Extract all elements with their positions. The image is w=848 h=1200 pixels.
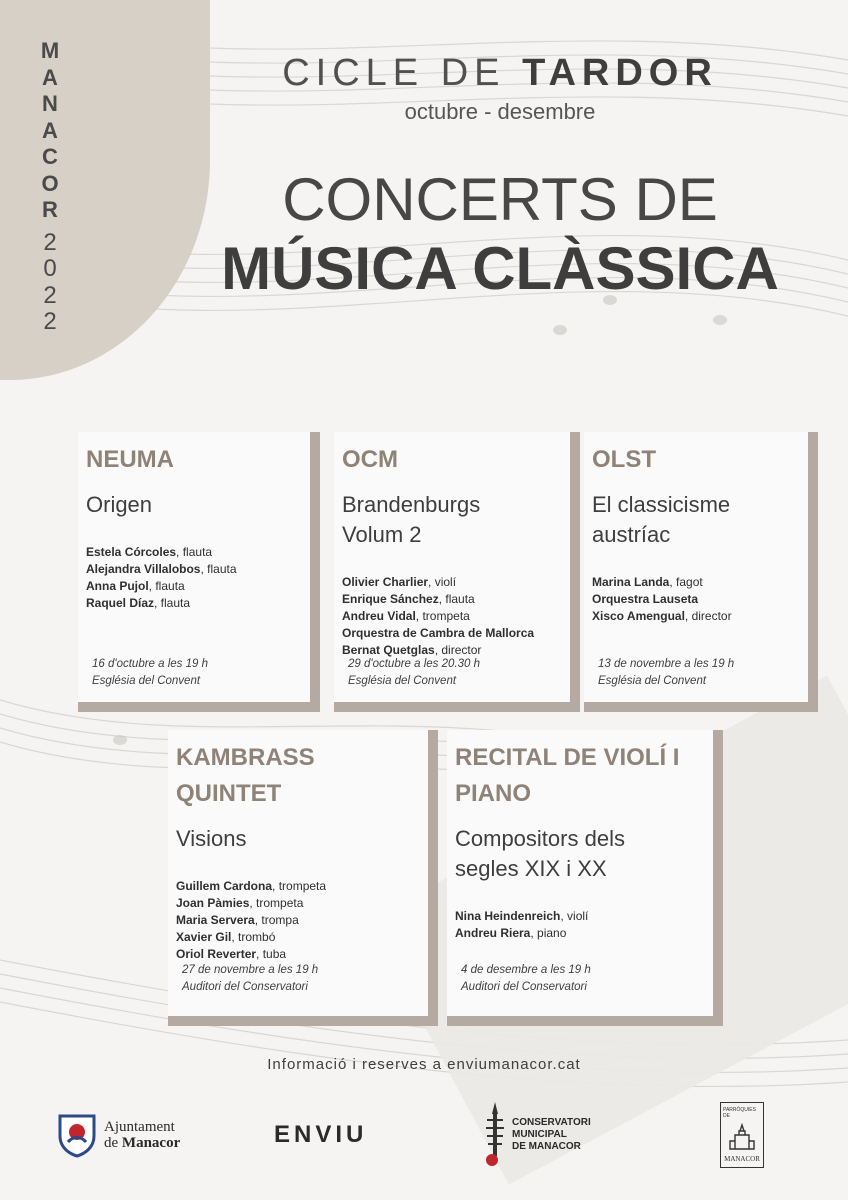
concert-card [447, 730, 723, 1026]
performer-name: Xisco Amengual [592, 609, 685, 623]
performer-role: , violí [428, 575, 457, 589]
performer [86, 578, 304, 595]
ajuntament-logo [56, 1095, 180, 1175]
performer [342, 625, 564, 642]
vertical-city-letter: N [42, 91, 58, 116]
concert-when [92, 656, 208, 690]
concert-venue: Església del Convent [348, 675, 457, 687]
vertical-city-letter: M [40, 38, 60, 63]
concert-when [598, 656, 734, 690]
logos-row [0, 1095, 848, 1185]
ajuntament-de: de [104, 1135, 119, 1151]
performer-name: Anna Pujol [86, 579, 149, 593]
vertical-year [30, 230, 70, 336]
concert-venue: Església del Convent [92, 675, 201, 687]
performer-name: Marina Landa [592, 575, 670, 589]
concert-card [334, 432, 580, 712]
performer-role: , fagot [669, 575, 703, 589]
concert-when [348, 656, 480, 690]
vertical-city-letter: O [41, 170, 59, 196]
concert-ensemble: OLST [592, 446, 656, 473]
performer-role: , trompeta [415, 609, 470, 623]
concert-venue: Auditori del Conservatori [182, 981, 308, 993]
vertical-city-year [30, 38, 70, 336]
vertical-city [30, 38, 70, 224]
header [150, 52, 848, 303]
performer-role: , director [434, 643, 482, 657]
performer-name: Orquestra de Cambra de Mallorca [342, 626, 535, 640]
concert-program: Visions [176, 826, 247, 851]
concert-program: Compositors dels segles XIX i XX [455, 826, 625, 881]
performer-name: Alejandra Villalobos [86, 562, 201, 576]
vertical-year-digit: 2 [43, 308, 57, 335]
main-title-line2: MÚSICA CLÀSSICA [221, 235, 779, 302]
concert-program: Brandenburgs Volum 2 [342, 492, 481, 547]
main-title-line1: CONCERTS DE [282, 166, 718, 233]
performer [176, 878, 422, 895]
concert-when [461, 962, 591, 996]
vertical-year-digit: 0 [43, 255, 57, 282]
performer [86, 544, 304, 561]
concert-performers [455, 908, 707, 942]
vertical-city-letter: A [42, 117, 58, 143]
performer-role: , trompa [254, 913, 299, 927]
cycle-title [150, 52, 848, 95]
performer-name: Estela Córcoles [86, 545, 177, 559]
concert-performers [592, 574, 802, 625]
performer-name: Andreu Riera [455, 926, 531, 940]
performer [592, 591, 802, 608]
concert-date: 13 de novembre a les 19 h [598, 658, 735, 670]
concert-program: El classicisme austríac [592, 492, 731, 547]
performer-name: Xavier Gil [176, 930, 232, 944]
vertical-city-letter: R [42, 197, 58, 222]
info-text: Informació i reserves a enviumanacor.cat [267, 1056, 581, 1073]
concert-performers [86, 544, 304, 612]
concert-card [168, 730, 438, 1026]
church-icon [727, 1123, 757, 1151]
performer-role: , trompeta [249, 896, 304, 910]
performer-name: Bernat Quetglas [342, 643, 435, 657]
performer-name: Orquestra Lauseta [592, 592, 699, 606]
concert-program: Origen [86, 492, 153, 517]
performer [455, 925, 707, 942]
performer-role: , violí [560, 909, 589, 923]
performer-role: , trompeta [272, 879, 327, 893]
performer-name: Enrique Sánchez [342, 592, 439, 606]
parroquies-logo [720, 1095, 764, 1175]
performer [455, 908, 707, 925]
performer [86, 595, 304, 612]
enviu-logo: ENVIU [274, 1121, 368, 1148]
concert-ensemble: KAMBRASS QUINTET [176, 744, 315, 807]
concert-date: 16 d'octubre a les 19 h [92, 658, 208, 670]
conservatori-emblem-icon [482, 1100, 508, 1170]
performer-name: Guillem Cardona [176, 879, 273, 893]
performer-role: , trombó [231, 930, 276, 944]
performer-name: Olivier Charlier [342, 575, 429, 589]
performer [342, 574, 564, 591]
performer [86, 561, 304, 578]
concert-when [182, 962, 318, 996]
performer-name: Raquel Díaz [86, 596, 155, 610]
performer-role: , flauta [148, 579, 185, 593]
concert-performers [176, 878, 422, 963]
vertical-city-letter: C [42, 144, 58, 169]
performer [342, 608, 564, 625]
performer [176, 929, 422, 946]
ajuntament-line2: Manacor [121, 1135, 181, 1151]
conservatori-line1: CONSERVATORI [512, 1117, 591, 1128]
performer [592, 608, 802, 625]
concert-card [78, 432, 320, 712]
vertical-year-digit: 2 [43, 281, 57, 309]
performer [176, 946, 422, 963]
conservatori-line3: DE MANACOR [512, 1141, 581, 1152]
performer-role: , director [684, 609, 732, 623]
parroquies-line1: PARRÒQUIES DE [723, 1107, 756, 1119]
performer [342, 591, 564, 608]
concert-date: 29 d'octubre a les 20.30 h [348, 658, 480, 670]
performer [176, 912, 422, 929]
concert-venue: Església del Convent [598, 675, 707, 687]
concert-date: 27 de novembre a les 19 h [182, 964, 319, 976]
vertical-city-letter: A [42, 64, 58, 90]
performer-role: , flauta [438, 592, 475, 606]
concert-venue: Auditori del Conservatori [461, 981, 587, 993]
concert-ensemble: RECITAL DE VIOLÍ I PIANO [455, 744, 680, 807]
performer-name: Andreu Vidal [342, 609, 416, 623]
performer-name: Oriol Reverter [176, 947, 257, 961]
performer [176, 895, 422, 912]
concert-ensemble: NEUMA [86, 446, 174, 473]
parroquies-line2: MANACOR [724, 1155, 760, 1163]
conservatori-line2: MUNICIPAL [512, 1129, 567, 1140]
performer-name: Nina Heindenreich [455, 909, 561, 923]
performer-role: , piano [530, 926, 567, 940]
performer-name: Maria Servera [176, 913, 255, 927]
manacor-shield-icon [56, 1112, 98, 1158]
concert-date: 4 de desembre a les 19 h [461, 964, 591, 976]
cycle-dates: octubre - desembre [404, 99, 596, 124]
concert-ensemble: OCM [342, 446, 398, 473]
performer-role: , flauta [176, 545, 213, 559]
concert-card [584, 432, 818, 712]
ajuntament-line1: Ajuntament [104, 1119, 175, 1135]
performer-name: Joan Pàmies [176, 896, 250, 910]
cycle-title-light: CICLE DE [282, 52, 506, 94]
performer-role: , flauta [200, 562, 237, 576]
concert-performers [342, 574, 564, 659]
vertical-year-digit: 2 [43, 228, 57, 256]
performer [592, 574, 802, 591]
cycle-title-bold: TARDOR [522, 52, 718, 94]
conservatori-logo [482, 1095, 591, 1175]
performer-role: , flauta [154, 596, 191, 610]
performer-role: , tuba [256, 947, 287, 961]
